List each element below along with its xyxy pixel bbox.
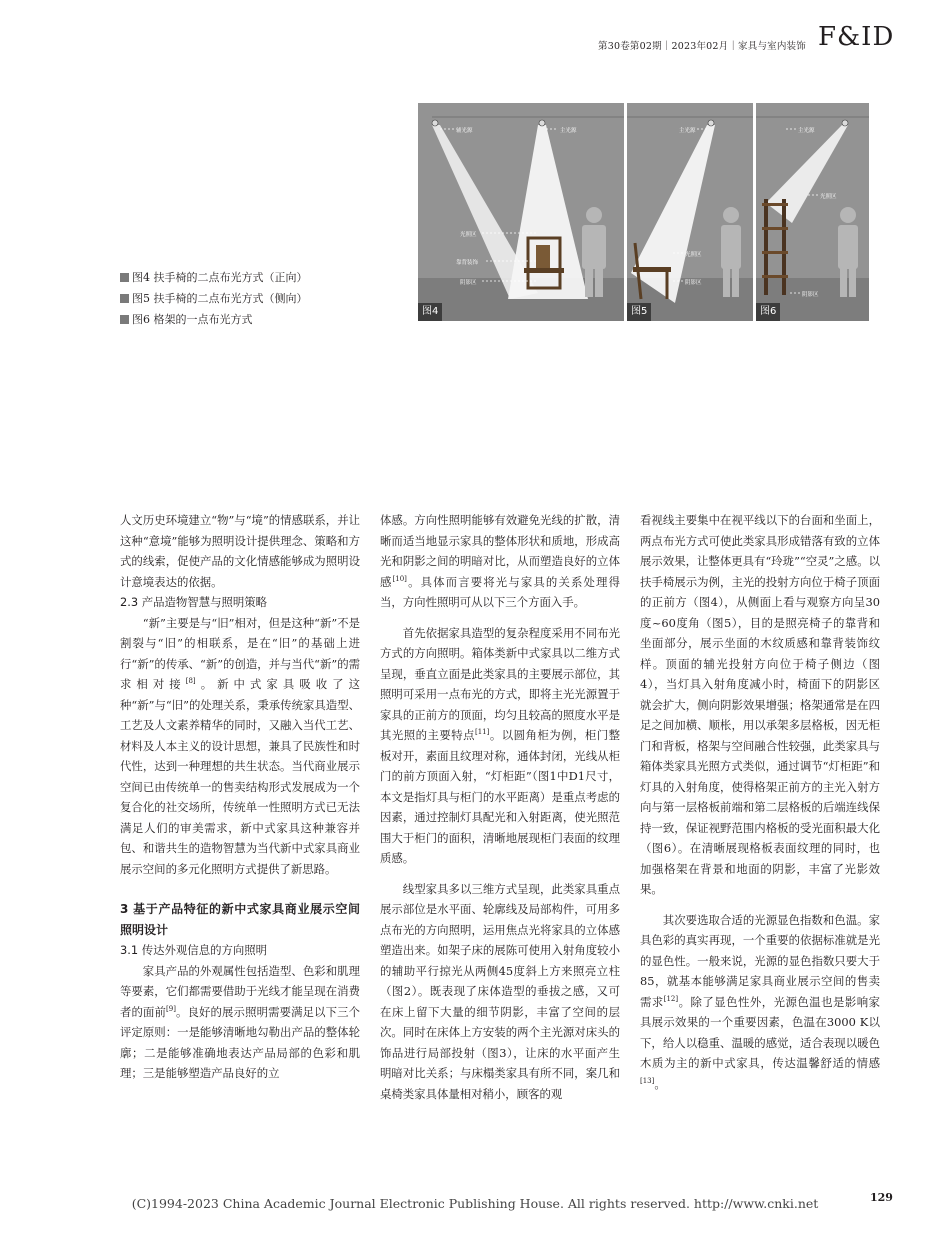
paragraph: 首先依据家具造型的复杂程度采用不同布光方式的方向照明。箱体类新中式家具以二维方式呈现，垂直立面是此类家具的主要展示部位，其照明可采用一点布光的方式，即将主光光源置于家具的正前方的顶面，均匀且较高的照度水平是其光照的主要特点[11]。以圆角柜为例，柜门整板对开，素面且纹理对称，通体封闭，光线从柜门的前方顶面入射，“灯柜距”（图1中D1尺寸，本文是指灯具与柜门的水平距离）是重点考虑的因素，通过控制灯具配光和入射距离，使光照范围大于柜门的面积，清晰地展现柜门表面的纹理质感。: [380, 625, 620, 865]
paragraph: 家具产品的外观属性包括造型、色彩和肌理等要素，它们都需要借助于光线才能呈现在消费者的面前[9]。良好的展示照明需要满足以下三个评定原则：一是能够清晰地勾勒出产品的整体轮廓；二是能够准确地表达产品局部的色彩和肌理；三是能够塑造产品良好的立: [120, 963, 360, 1080]
figure-captions: [120, 267, 308, 330]
label-back-decoration: 靠背装饰: [456, 260, 479, 266]
section-heading: 3 基于产品特征的新中式家具商业展示空间照明设计: [120, 902, 360, 937]
label-light-zone: 光照区: [685, 252, 702, 258]
citation: [8]: [185, 677, 196, 686]
aux-lamp-icon: [432, 120, 438, 126]
caption-bullet-icon: [120, 273, 129, 282]
label-main-light: 主光源: [798, 128, 815, 134]
figure-6-illustration: [756, 103, 869, 321]
paragraph: “新”主要是与“旧”相对，但是这种“新”不是割裂与“旧”的相联系，是在“旧”的基础上进行“新”的传承、“新”的创造，并与当代“新”的需求相对接[8]。新中式家具吸收了这种“新”与“旧”的处理关系，秉承传统家具造型、工艺及人文素养精华的同时，又融入当代工艺、材料及人本主义的设计思想，兼具了民族性和时代性，达到一种理想的共生状态。当代商业展示空间已由传统单一的售卖结构形式发展成为一个复合化的社交场所，传统单一性照明方式已无法满足人们的审美需求，新中式家具这种兼容并包、和谐共生的造物智慧为当代新中式家具商业展示空间的多元化照明方式提供了新思路。: [120, 615, 360, 876]
label-shadow-zone: 阴影区: [802, 292, 819, 298]
label-shadow-zone: 阴影区: [460, 280, 477, 286]
section-heading: 2.3 产品造物智慧与照明策略: [120, 595, 268, 609]
paragraph: 人文历史环境建立“物”与“境”的情感联系，并让这种“意境”能够为照明设计提供理念、策略和方式的线索，促使产品的文化情感能够成为照明设计意境表达的依据。: [120, 513, 360, 589]
journal-logo: F&ID: [818, 22, 895, 52]
text-column-1: [120, 510, 360, 1084]
citation: [10]: [392, 574, 407, 583]
main-lamp-icon: [539, 120, 545, 126]
figure-4-illustration: [418, 103, 624, 321]
journal-header: 第30卷第02期｜2023年02月｜家具与室内装饰: [598, 41, 806, 52]
figure-6-panel: [756, 103, 869, 321]
label-shadow-zone: 阴影区: [685, 280, 702, 286]
figure-5-illustration: [627, 103, 753, 321]
paragraph: 线型家具多以三维方式呈现，此类家具重点展示部位是水平面、轮廓线及局部构件，可用多点布光的方向照明，运用焦点光将家具的立体感塑造出来。如架子床的展陈可使用入射角度较小的辅助平行掠光从两侧45度斜上方来照亮立柱（图2）。既表现了床体造型的垂拔之感，又可在床上留下大量的细节阴影，丰富了空间的层次。同时在床体上方安装的两个主光源对床头的饰品进行局部投射（图3），让床的水平面产生明暗对比关系；与床榻类家具有所不同，案几和桌椅类家具体量相对稍小，顾客的观: [380, 881, 620, 1101]
paragraph: 其次要选取合适的光源显色指数和色温。家具色彩的真实再现，一个重要的依据标准就是光的显色性。一般来说，光源的显色指数只要大于85，就基本能够满足家具商业展示空间的售卖需求[12]。除了显色性外，光源色温也是影响家具展示效果的一个重要因素，色温在3000 K以下，给人以稳重、温暖的感觉，适合表现以暖色木质为主的新中式家具，传达温馨舒适的情感[13]。: [640, 912, 880, 1091]
caption-bullet-icon: [120, 315, 129, 324]
caption-bullet-icon: [120, 294, 129, 303]
citation: [11]: [475, 728, 490, 737]
copyright-footer: (C)1994-2023 China Academic Journal Electronic Publishing House. All rights reserved. http://www.cnki.net: [131, 1196, 819, 1211]
paragraph: 看视线主要集中在视平线以下的台面和坐面上，两点布光方式可使此类家具形成错落有致的立体展示效果，让整体更具有“玲珑”“空灵”之感。以扶手椅展示为例，主光的投射方向位于椅子顶面的正前方（图4），从侧面上看与观察方向呈30度~60度角（图5），目的是照亮椅子的靠背和坐面部分，展示坐面的木纹质感和靠背装饰纹样。顶面的辅光投射方向位于椅子侧边（图4），当灯具入射角度减小时，椅面下的阴影区就会扩大，侧向阴影效果增强；格架通常是在四足之间加横、顺枨，用以承架多层格板，因无柜门和背板，格架与空间融合性较强，此类家具与箱体类家具光照方式类似，通过调节“灯柜距”和灯具的入射角度，使得格架正前方的主光入射方向与第一层格板前端和第二层格板的后端连线保持一致，保证视野范围内格板的受光面积最大化（图6）。在清晰展现格板表面纹理的同时，也加强格架在背景和地面的阴影，丰富了光影效果。: [640, 513, 880, 896]
figure-5-tag: 图5: [627, 303, 651, 321]
main-lamp-icon: [708, 120, 714, 126]
label-main-light: 主光源: [679, 128, 696, 134]
figure-6-tag: 图6: [756, 303, 780, 321]
label-main-light: 主光源: [560, 128, 577, 134]
figure-5-panel: [627, 103, 753, 321]
text-column-2: [380, 510, 620, 1104]
caption-fig4: 图4 扶手椅的二点布光方式（正向）: [120, 267, 308, 288]
caption-fig5: 图5 扶手椅的二点布光方式（侧向）: [120, 288, 308, 309]
label-aux-light: 辅光源: [456, 128, 473, 134]
citation: [13]: [640, 1076, 655, 1085]
page-number: 129: [870, 1191, 893, 1204]
figure-4-tag: 图4: [418, 303, 442, 321]
subsection-heading: 3.1 传达外观信息的方向照明: [120, 943, 268, 957]
caption-fig6: 图6 格架的一点布光方式: [120, 309, 308, 330]
label-light-zone: 光照区: [820, 194, 837, 200]
main-lamp-icon: [842, 120, 848, 126]
citation: [9]: [166, 1004, 176, 1013]
paragraph: 体感。方向性照明能够有效避免光线的扩散，清晰而适当地显示家具的整体形状和质地，形成高光和阴影之间的明暗对比，从而塑造良好的立体感[10]。具体而言要将光与家具的关系处理得当，方向性照明可从以下三个方面入手。: [380, 513, 620, 609]
label-light-zone: 光照区: [460, 232, 477, 238]
text-column-3: [640, 510, 880, 1094]
figure-4-panel: [418, 103, 624, 321]
citation: [12]: [663, 994, 679, 1003]
